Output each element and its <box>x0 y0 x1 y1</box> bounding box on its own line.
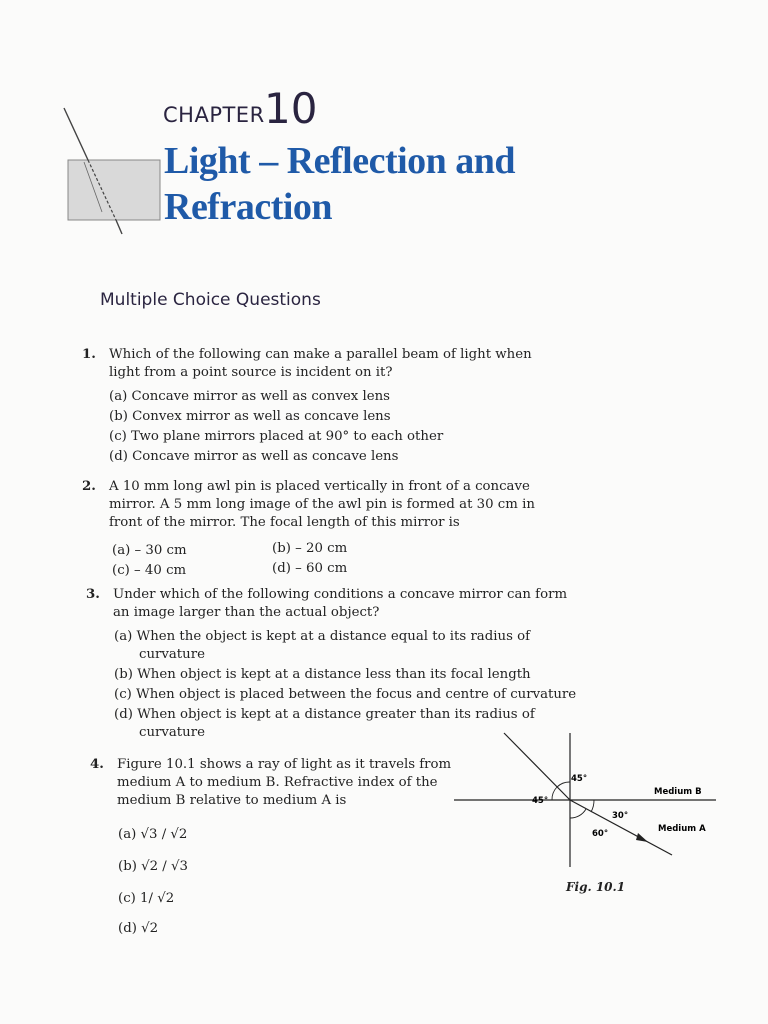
question-line: Figure 10.1 shows a ray of light as it travels from <box>117 757 452 772</box>
question-line: front of the mirror. The focal length of this mirror is <box>109 515 460 530</box>
chapter-label: CHAPTER <box>163 103 265 127</box>
question-line: medium B relative to medium A is <box>117 793 347 808</box>
chapter-title-line-2: Refraction <box>164 186 333 228</box>
question-line: Which of the following can make a parallel beam of light when <box>109 347 532 362</box>
option-b: (b) √2 / √3 <box>118 859 188 874</box>
question-text <box>113 586 567 622</box>
option-c: (c) Two plane mirrors placed at 90° to each other <box>109 429 444 444</box>
ray-arrowhead <box>636 833 648 842</box>
question-number: 3. <box>86 587 100 602</box>
option-a: (a) – 30 cm <box>112 543 187 558</box>
question-line: light from a point source is incident on it? <box>109 365 393 380</box>
option-d: (d) When object is kept at a distance greater than its radius of <box>114 707 535 722</box>
option-a: (a) When the object is kept at a distance equal to its radius of <box>114 629 531 644</box>
angle-45-left-label: 45° <box>532 796 549 806</box>
question-line: an image larger than the actual object? <box>113 605 380 620</box>
chapter-title-line-1: Light – Reflection and <box>164 140 516 182</box>
angle-30-label: 30° <box>612 811 629 821</box>
option-c: (c) 1/ √2 <box>118 891 175 906</box>
question-line: Under which of the following conditions a concave mirror can form <box>113 587 568 602</box>
refraction-figure <box>450 725 720 875</box>
option-b: (b) Convex mirror as well as concave lens <box>109 409 391 424</box>
angle-arc-left <box>552 787 557 800</box>
option-b: (b) When object is kept at a distance less than its focal length <box>114 667 531 682</box>
chapter-title <box>164 138 584 230</box>
angle-arc-right <box>591 800 594 812</box>
ray-medium-a <box>570 800 672 855</box>
option-d: (d) Concave mirror as well as concave lens <box>109 449 399 464</box>
chapter-number: 10 <box>264 84 318 133</box>
question-2 <box>82 478 582 578</box>
option-b: (b) – 20 cm <box>272 541 348 556</box>
option-d-continued: curvature <box>139 725 205 740</box>
option-c: (c) When object is placed between the focus and centre of curvature <box>114 687 577 702</box>
question-3 <box>86 586 586 746</box>
medium-b-label: Medium B <box>654 787 702 797</box>
question-1 <box>82 346 582 464</box>
option-d: (d) – 60 cm <box>272 561 348 576</box>
question-line: A 10 mm long awl pin is placed vertically in front of a concave <box>109 479 530 494</box>
question-4 <box>90 756 470 946</box>
ray-medium-b <box>504 733 570 800</box>
medium-a-label: Medium A <box>658 824 706 834</box>
question-text <box>117 756 451 810</box>
option-a: (a) Concave mirror as well as convex lens <box>109 389 390 404</box>
option-a: (a) √3 / √2 <box>118 827 188 842</box>
angle-arc-bottom <box>570 809 586 818</box>
question-number: 1. <box>82 347 96 362</box>
figure-caption: Fig. 10.1 <box>566 880 626 894</box>
question-text <box>109 346 532 382</box>
option-d: (d) √2 <box>118 921 159 936</box>
angle-45-top-label: 45° <box>571 774 588 784</box>
option-a-continued: curvature <box>139 647 205 662</box>
option-c: (c) – 40 cm <box>112 563 187 578</box>
question-number: 2. <box>82 479 96 494</box>
angle-arc-top <box>557 782 570 787</box>
question-line: medium A to medium B. Refractive index of the <box>117 775 438 790</box>
angle-60-label: 60° <box>592 829 609 839</box>
question-text <box>109 478 535 532</box>
question-number: 4. <box>90 757 104 772</box>
question-line: mirror. A 5 mm long image of the awl pin is formed at 30 cm in <box>109 497 535 512</box>
section-heading: Multiple Choice Questions <box>100 290 321 310</box>
glass-slab-illustration <box>56 100 166 240</box>
